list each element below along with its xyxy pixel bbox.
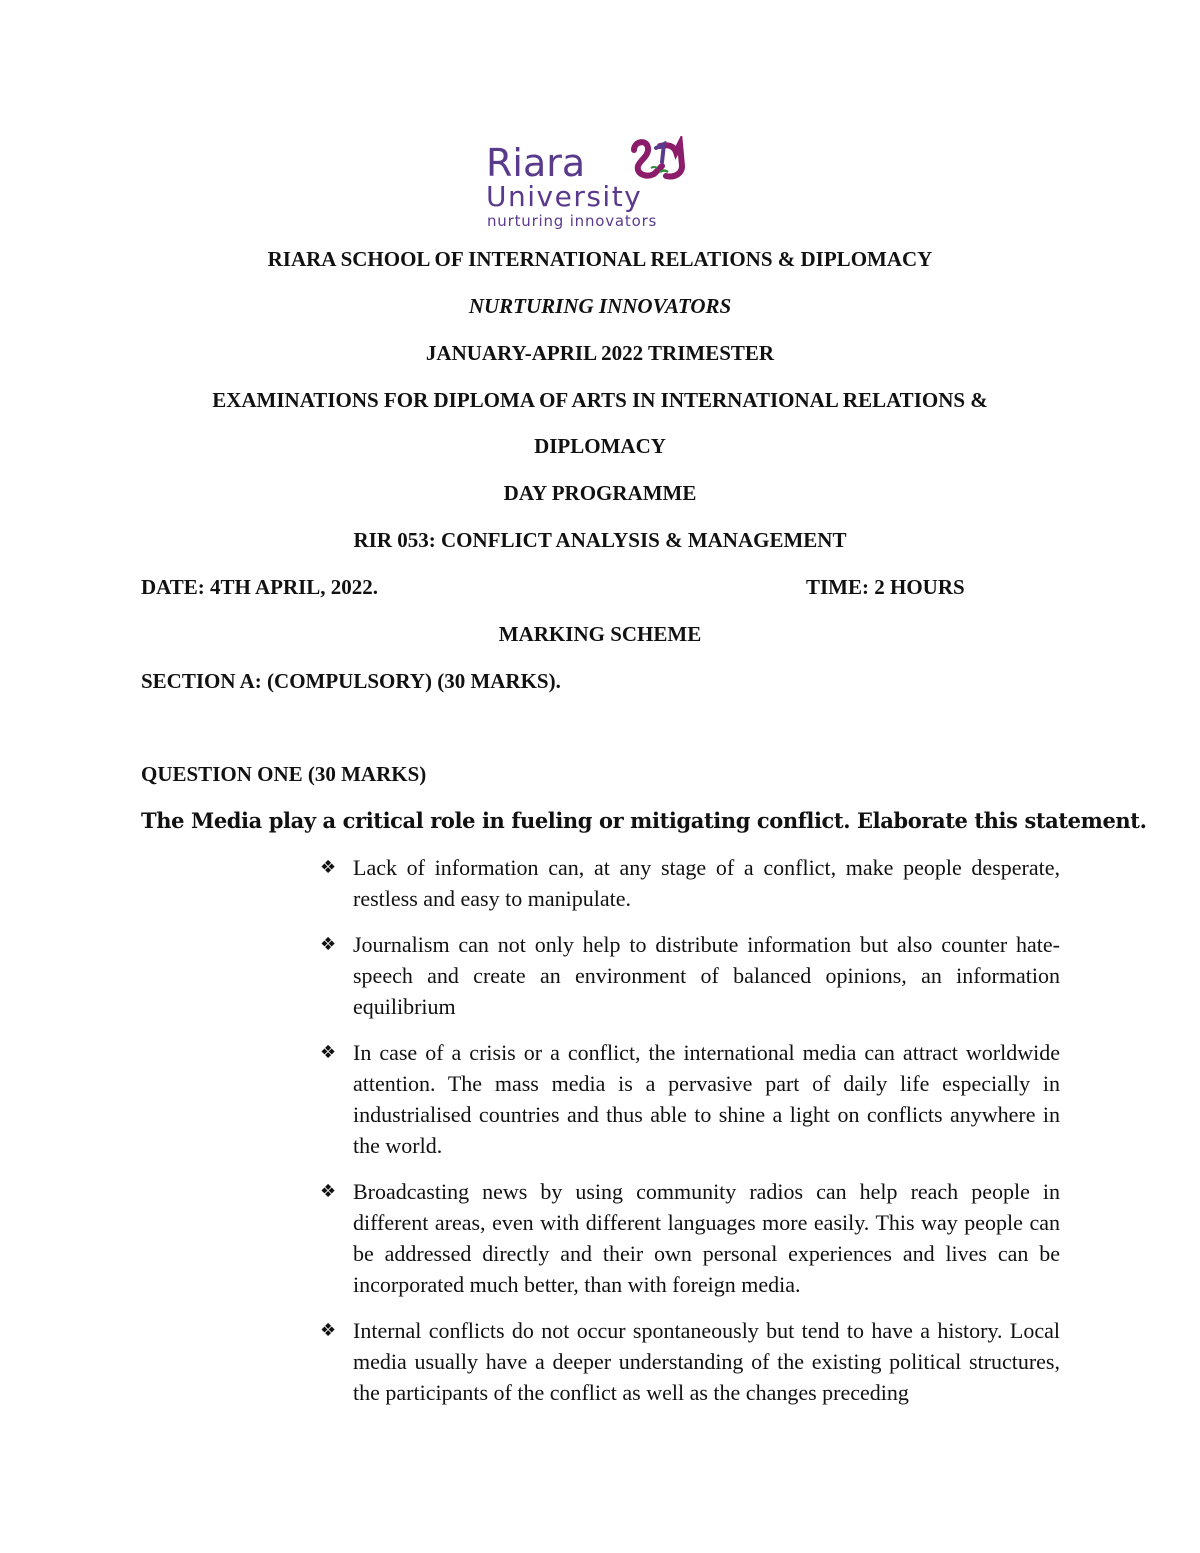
motto: NURTURING INNOVATORS <box>468 294 732 318</box>
list-item <box>318 929 1060 1022</box>
school-name: RIARA SCHOOL OF INTERNATIONAL RELATIONS & DIPLOMACY <box>267 247 933 271</box>
question-prompt: The Media play a critical role in fueling or mitigating conflict. Elaborate this statement. <box>141 808 1147 833</box>
diamond-bullet-icon: ❖ <box>320 1181 337 1202</box>
diamond-bullet-icon: ❖ <box>320 1320 337 1341</box>
answer-text: Internal conflicts do not occur spontaneously but tend to have a history. Local media usually have a deeper understanding of the existing political structures, the participants of the conflict as well as the changes preceding <box>353 1318 1060 1405</box>
logo-emblem <box>634 142 682 176</box>
diamond-bullet-icon: ❖ <box>320 1042 337 1063</box>
exam-time: TIME: 2 HOURS <box>806 575 965 599</box>
logo-name: Riara <box>486 141 586 185</box>
programme: DAY PROGRAMME <box>503 481 697 505</box>
list-item <box>318 1176 1060 1300</box>
logo-name-line2: University <box>486 180 643 213</box>
list-item <box>318 1315 1060 1408</box>
answer-text: In case of a crisis or a conflict, the international media can attract worldwide attention. The mass media is a pervasive part of daily life especially in industrialised countries and thus able to shine a light on conflicts anywhere in the world. <box>353 1040 1060 1158</box>
answer-list <box>318 852 1060 1423</box>
answer-text: Lack of information can, at any stage of a conflict, make people desperate, restless and easy to manipulate. <box>353 855 1060 911</box>
exam-date: DATE: 4TH APRIL, 2022. <box>141 575 379 599</box>
answer-text: Broadcasting news by using community radios can help reach people in different areas, even with different languages more easily. This way people can be addressed directly and their own personal experiences and lives can be incorporated much better, than with foreign media. <box>353 1179 1060 1297</box>
list-item <box>318 852 1060 914</box>
list-item <box>318 1037 1060 1161</box>
trimester: JANUARY-APRIL 2022 TRIMESTER <box>425 341 775 365</box>
answer-text: Journalism can not only help to distribute information but also counter hate-speech and create an environment of balanced opinions, an information equilibrium <box>353 932 1060 1019</box>
exam-title-line1: EXAMINATIONS FOR DIPLOMA OF ARTS IN INTERNATIONAL RELATIONS & <box>212 388 988 412</box>
section-heading: SECTION A: (COMPULSORY) (30 MARKS). <box>141 669 561 693</box>
exam-title-line2: DIPLOMACY <box>534 434 666 458</box>
question-number: QUESTION ONE (30 MARKS) <box>141 762 427 786</box>
riara-university-logo <box>484 136 716 230</box>
diamond-bullet-icon: ❖ <box>320 934 337 955</box>
logo-tagline: nurturing innovators <box>487 212 658 230</box>
marking-scheme-title: MARKING SCHEME <box>498 622 702 646</box>
diamond-bullet-icon: ❖ <box>320 857 337 878</box>
course-title: RIR 053: CONFLICT ANALYSIS & MANAGEMENT <box>353 528 847 552</box>
